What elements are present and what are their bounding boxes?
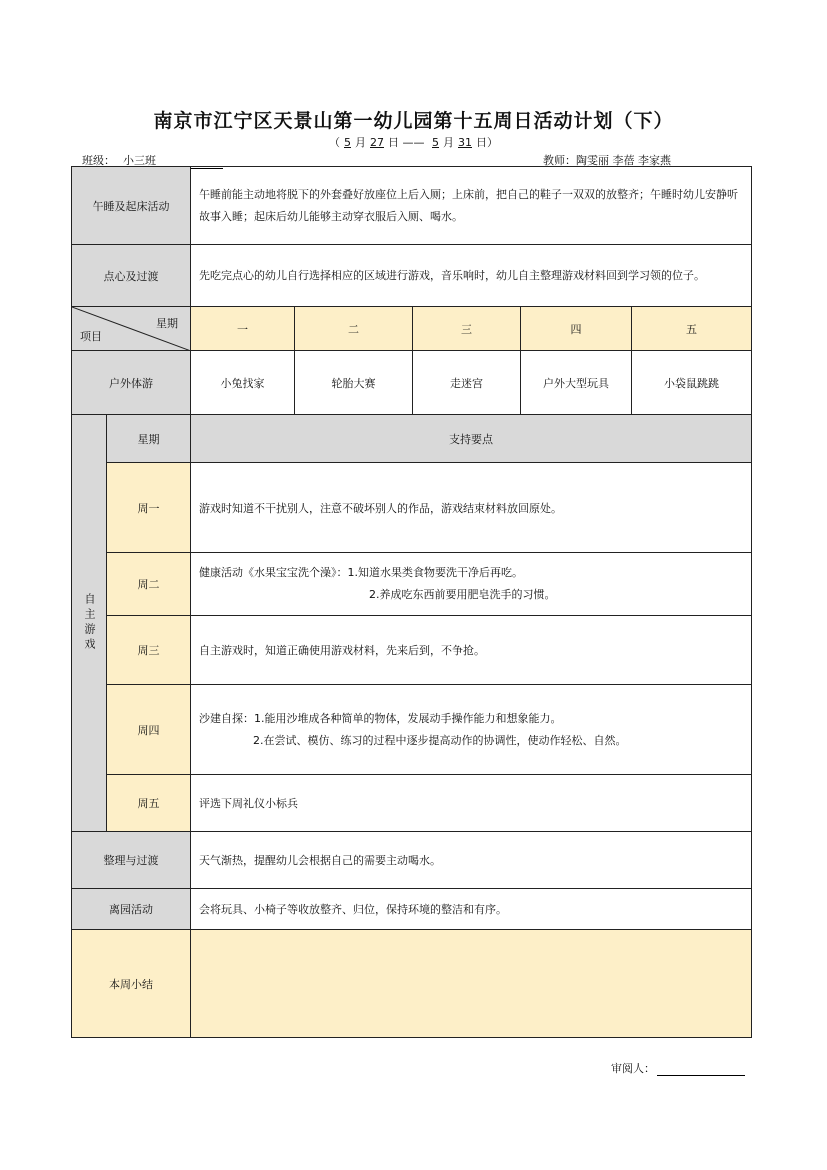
nap-text: 午睡前能主动地将脱下的外套叠好放座位上后入厕；上床前，把自己的鞋子一双双的放整齐；午睡时幼儿安静听故事入睡；起床后幼儿能够主动穿衣服后入厕、喝水。 (191, 167, 752, 245)
free-play-points-header: 支持要点 (191, 415, 752, 463)
date-range (0, 134, 827, 150)
nap-label: 午睡及起床活动 (72, 167, 191, 245)
end-day: 31 (458, 136, 472, 149)
reviewer-signature-line[interactable] (657, 1063, 745, 1076)
outdoor-game-5: 小袋鼠跳跳 (632, 351, 752, 415)
outdoor-game-4: 户外大型玩具 (521, 351, 632, 415)
free-play-label-cell (72, 415, 107, 832)
free-play-day-header: 星期 (107, 415, 191, 463)
free-play-point (191, 685, 752, 775)
free-play-point: 游戏时知道不干扰别人，注意不破坏别人的作品，游戏结束材料放回原处。 (191, 463, 752, 553)
free-play-row-tue (72, 553, 752, 616)
free-play-point (191, 553, 752, 616)
free-play-label: 自主游戏 (83, 593, 96, 653)
corner-top-label: 星期 (156, 317, 178, 330)
month-char-2: 月 (443, 136, 454, 149)
point-line: 健康活动《水果宝宝洗个澡》：1.知道水果类食物要洗干净后再吃。 (199, 566, 523, 579)
day-char: 日 (388, 136, 399, 149)
free-play-day: 周三 (107, 616, 191, 685)
weekday-header-row (72, 307, 752, 351)
outdoor-game-2: 轮胎大赛 (295, 351, 413, 415)
tidy-text: 天气渐热，提醒幼儿会根据自己的需要主动喝水。 (191, 832, 752, 889)
corner-bottom-label: 项目 (80, 330, 102, 343)
point-line: 2.在尝试、模仿、练习的过程中逐步提高动作的协调性，使动作轻松、自然。 (253, 733, 627, 747)
date-dash: —— (402, 136, 425, 149)
month-char: 月 (355, 136, 366, 149)
weekday-2: 二 (295, 307, 413, 351)
reviewer (611, 1060, 745, 1076)
weekday-4: 四 (521, 307, 632, 351)
end-month: 5 (432, 136, 439, 149)
class-value: 小三班 (115, 152, 223, 169)
start-month: 5 (344, 136, 351, 149)
summary-text[interactable] (191, 930, 752, 1038)
weekday-1: 一 (191, 307, 295, 351)
free-play-row-fri (72, 775, 752, 832)
nap-row (72, 167, 752, 245)
free-play-point: 自主游戏时，知道正确使用游戏材料，先来后到，不争抢。 (191, 616, 752, 685)
weekday-5: 五 (632, 307, 752, 351)
point-line: 沙建自探：1.能用沙堆成各种简单的物体，发展动手操作能力和想象能力。 (199, 711, 562, 725)
class-label: 班级： (82, 154, 115, 167)
teachers: 教师：陶雯丽 李蓓 李家燕 (543, 154, 671, 167)
weekday-3: 三 (413, 307, 521, 351)
plan-table (71, 166, 752, 1038)
outdoor-row (72, 351, 752, 415)
leave-row (72, 889, 752, 930)
summary-row (72, 930, 752, 1038)
tidy-row (72, 832, 752, 889)
snack-label: 点心及过渡 (72, 245, 191, 307)
free-play-day: 周四 (107, 685, 191, 775)
date-open: （ (329, 136, 340, 149)
point-line: 2.养成吃东西前要用肥皂洗手的习惯。 (369, 588, 556, 601)
free-play-day: 周五 (107, 775, 191, 832)
tidy-label: 整理与过渡 (72, 832, 191, 889)
corner-cell (72, 307, 191, 351)
outdoor-game-3: 走迷宫 (413, 351, 521, 415)
reviewer-label: 审阅人： (611, 1062, 655, 1075)
page-title: 南京市江宁区天景山第一幼儿园第十五周日活动计划（下） (153, 110, 674, 132)
free-play-day: 周二 (107, 553, 191, 616)
free-play-row-thu (72, 685, 752, 775)
free-play-header-row (72, 415, 752, 463)
outdoor-game-1: 小兔找家 (191, 351, 295, 415)
snack-row (72, 245, 752, 307)
free-play-row-mon (72, 463, 752, 553)
leave-text: 会将玩具、小椅子等收放整齐、归位，保持环境的整洁和有序。 (191, 889, 752, 930)
snack-text: 先吃完点心的幼儿自行选择相应的区域进行游戏，音乐响时，幼儿自主整理游戏材料回到学习领的位子。 (191, 245, 752, 307)
start-day: 27 (370, 136, 384, 149)
summary-label: 本周小结 (72, 930, 191, 1038)
date-close: 日） (476, 136, 498, 149)
outdoor-label: 户外体游 (72, 351, 191, 415)
leave-label: 离园活动 (72, 889, 191, 930)
free-play-point: 评选下周礼仪小标兵 (191, 775, 752, 832)
free-play-row-wed (72, 616, 752, 685)
free-play-day: 周一 (107, 463, 191, 553)
